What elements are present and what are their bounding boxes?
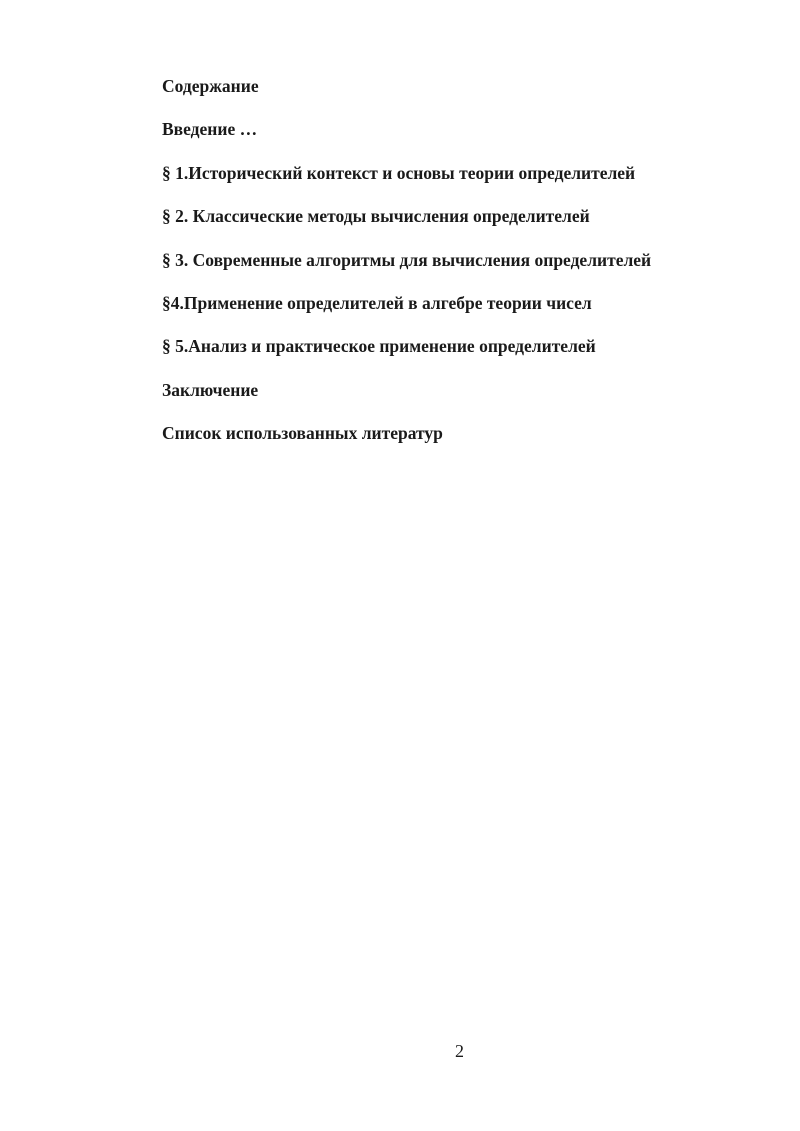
- toc-entry-section-3: § 3. Современные алгоритмы для вычисления определителей: [162, 249, 652, 270]
- table-of-contents: [162, 74, 762, 465]
- toc-entry-references: Список использованных литератур: [162, 423, 443, 444]
- toc-entry-conclusion: Заключение: [162, 379, 259, 400]
- toc-entry-section-2: § 2. Классические методы вычисления определителей: [162, 206, 590, 227]
- toc-title: Содержание: [162, 76, 259, 96]
- toc-entry-section-5: § 5.Анализ и практическое применение определителей: [162, 336, 596, 357]
- toc-entry-introduction: Введение …: [162, 119, 258, 140]
- toc-entry-section-4: §4.Применение определителей в алгебре теории чисел: [162, 292, 592, 313]
- page-number: 2: [455, 1041, 464, 1061]
- toc-entry-section-1: § 1.Исторический контекст и основы теории определителей: [162, 162, 636, 183]
